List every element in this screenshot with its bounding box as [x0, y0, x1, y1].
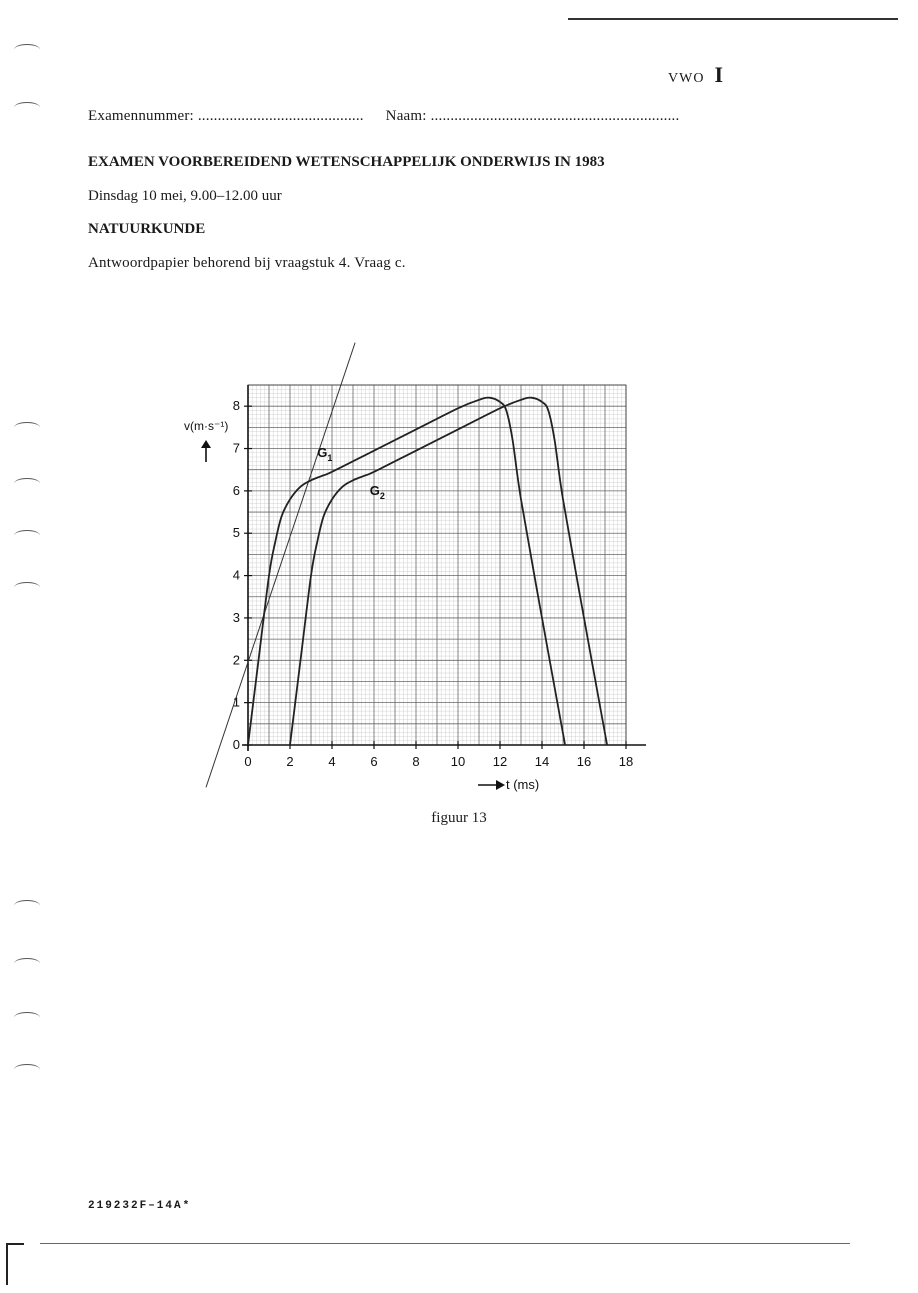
x-tick-label: 2: [286, 754, 294, 769]
tangent-line: [206, 343, 355, 788]
x-tick-label: 4: [328, 754, 336, 769]
y-tick-label: 3: [232, 609, 240, 625]
x-tick-label: 10: [450, 754, 466, 769]
x-tick-label: 12: [492, 754, 508, 769]
exam-instruction: Antwoordpapier behorend bij vraagstuk 4. Vraag c.: [88, 255, 406, 271]
exam-title: EXAMEN VOORBEREIDEND WETENSCHAPPELIJK ONDERWIJS IN 1983: [88, 154, 605, 170]
y-tick-label: 8: [232, 398, 240, 414]
corner-mark: [6, 1243, 24, 1285]
y-tick-label: 5: [232, 525, 240, 541]
x-tick-label: 18: [618, 754, 634, 769]
x-tick-label: 14: [534, 754, 550, 769]
level-text: vwo: [668, 65, 705, 87]
exam-date: Dinsdag 10 mei, 9.00–12.00 uur: [88, 188, 282, 204]
y-tick-label: 6: [232, 482, 240, 498]
x-axis-arrowhead: [496, 780, 505, 790]
bottom-rule: [40, 1243, 850, 1244]
level-number: I: [714, 62, 724, 87]
document-code: 219232F–14A*: [88, 1200, 192, 1212]
y-tick-label: 4: [232, 567, 240, 583]
major-grid: [248, 385, 626, 745]
x-axis-label: t (ms): [506, 777, 540, 792]
x-tick-label: 8: [412, 754, 420, 769]
y-tick-label: 7: [232, 440, 240, 456]
examnummer-field: Examennummer: ..........................................: [88, 108, 364, 124]
y-tick-label: 1: [232, 694, 240, 710]
figure-caption: figuur 13: [431, 810, 487, 826]
x-tick-label: 0: [244, 754, 252, 769]
series-label: $G_2$: [369, 483, 385, 502]
curves: [206, 343, 607, 788]
y-tick-label: 0: [232, 737, 240, 752]
tick-labels: [233, 398, 633, 769]
y-axis-label: v(m·s⁻¹): [184, 419, 229, 433]
exam-subject: NATUURKUNDE: [88, 221, 206, 237]
x-tick-label: 6: [370, 754, 378, 769]
naam-field: Naam: ...............................................................: [385, 108, 680, 124]
x-tick-label: 16: [576, 754, 592, 769]
y-axis-arrowhead: [201, 440, 211, 448]
series-label: $G_1$: [317, 445, 333, 463]
y-tick-label: 2: [232, 652, 240, 668]
